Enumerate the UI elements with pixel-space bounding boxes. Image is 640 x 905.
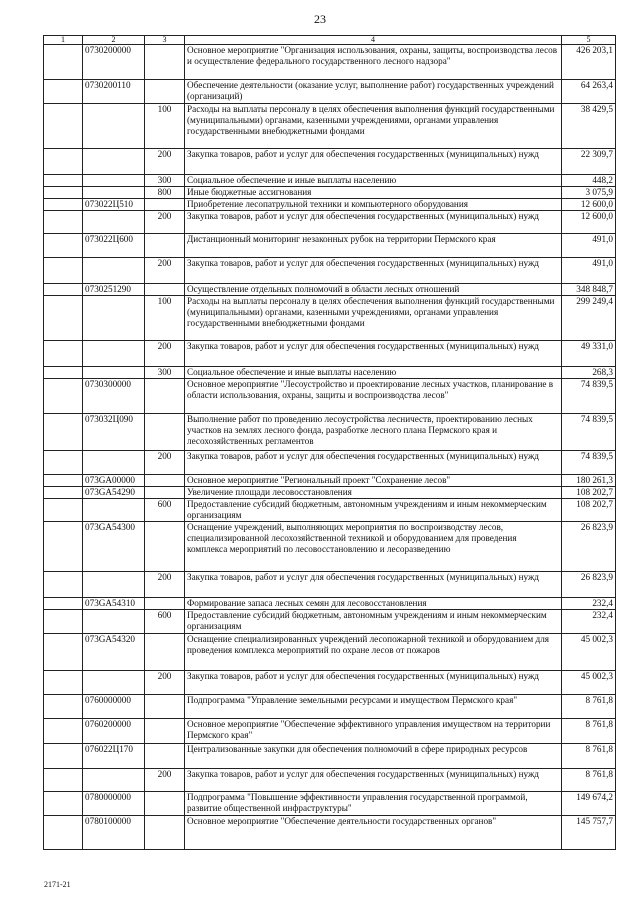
row-expense-type [145, 634, 185, 671]
table-row [44, 816, 616, 850]
row-code [83, 671, 145, 695]
row-expense-type [145, 475, 185, 487]
row-expense-type: 100 [145, 296, 185, 341]
empty-cell [44, 296, 83, 341]
row-amount: 180 261,3 [562, 475, 616, 487]
empty-cell [44, 149, 83, 175]
row-code: 0760200000 [83, 719, 145, 744]
empty-cell [44, 175, 83, 187]
row-expense-type: 600 [145, 610, 185, 634]
row-description: Социальное обеспечение и иные выплаты населению [185, 175, 562, 187]
row-description: Закупка товаров, работ и услуг для обеспечения государственных (муниципальных) нужд [185, 451, 562, 475]
row-code [83, 341, 145, 367]
row-code: 073GA54320 [83, 634, 145, 671]
row-description: Закупка товаров, работ и услуг для обеспечения государственных (муниципальных) нужд [185, 258, 562, 284]
row-code [83, 211, 145, 234]
empty-cell [44, 610, 83, 634]
row-code: 076022Ц170 [83, 744, 145, 769]
row-expense-type [145, 816, 185, 850]
table-row [44, 199, 616, 211]
row-description: Централизованные закупки для обеспечения полномочий в сфере природных ресурсов [185, 744, 562, 769]
empty-cell [44, 451, 83, 475]
table-row [44, 719, 616, 744]
table-row [44, 634, 616, 671]
table-row [44, 45, 616, 80]
empty-cell [44, 769, 83, 792]
row-description: Закупка товаров, работ и услуг для обеспечения государственных (муниципальных) нужд [185, 211, 562, 234]
row-amount: 12 600,0 [562, 211, 616, 234]
row-amount: 22 309,7 [562, 149, 616, 175]
row-description: Подпрограмма "Управление земельными ресурсами и имуществом Пермского края" [185, 695, 562, 719]
table-row [44, 792, 616, 816]
row-amount: 149 674,2 [562, 792, 616, 816]
row-code: 0730200000 [83, 45, 145, 80]
empty-cell [44, 487, 83, 499]
header-col-2: 2 [83, 36, 145, 45]
row-amount: 49 331,0 [562, 341, 616, 367]
table-row [44, 487, 616, 499]
row-description: Подпрограмма "Повышение эффективности управления государственной программой, развитие общественной инфраструктуры" [185, 792, 562, 816]
row-amount: 491,0 [562, 258, 616, 284]
row-description: Предоставление субсидий бюджетным, автономным учреждениям и иным некоммерческим организациям [185, 499, 562, 522]
row-amount: 3 075,9 [562, 187, 616, 199]
row-description: Закупка товаров, работ и услуг для обеспечения государственных (муниципальных) нужд [185, 341, 562, 367]
row-description: Обеспечение деятельности (оказание услуг, выполнение работ) государственных учреждений (организаций) [185, 80, 562, 104]
empty-cell [44, 284, 83, 296]
row-code: 0780000000 [83, 792, 145, 816]
row-amount: 8 761,8 [562, 769, 616, 792]
row-code [83, 572, 145, 598]
empty-cell [44, 816, 83, 850]
row-expense-type: 200 [145, 258, 185, 284]
row-expense-type [145, 80, 185, 104]
row-amount: 426 203,1 [562, 45, 616, 80]
table-row [44, 149, 616, 175]
row-code [83, 149, 145, 175]
row-amount: 74 839,5 [562, 451, 616, 475]
empty-cell [44, 499, 83, 522]
empty-cell [44, 634, 83, 671]
page-number: 23 [314, 12, 326, 26]
row-amount: 232,4 [562, 610, 616, 634]
empty-cell [44, 414, 83, 451]
row-expense-type [145, 719, 185, 744]
row-code: 0730251290 [83, 284, 145, 296]
table-row [44, 769, 616, 792]
row-expense-type: 200 [145, 211, 185, 234]
row-description: Иные бюджетные ассигнования [185, 187, 562, 199]
row-expense-type: 200 [145, 149, 185, 175]
row-expense-type [145, 199, 185, 211]
row-description: Основное мероприятие "Лесоустройство и проектирование лесных участков, планирование в области использования, охраны, защиты и воспроизводства лесов" [185, 379, 562, 414]
empty-cell [44, 522, 83, 572]
row-code: 073032Ц090 [83, 414, 145, 451]
table-row [44, 80, 616, 104]
row-description: Основное мероприятие "Обеспечение эффективного управления имуществом на территории Пермского края" [185, 719, 562, 744]
row-description: Предоставление субсидий бюджетным, автономным учреждениям и иным некоммерческим организациям [185, 610, 562, 634]
empty-cell [44, 104, 83, 149]
table-row [44, 572, 616, 598]
table-row [44, 671, 616, 695]
table-row [44, 414, 616, 451]
row-description: Социальное обеспечение и иные выплаты населению [185, 367, 562, 379]
row-expense-type: 200 [145, 451, 185, 475]
row-description: Закупка товаров, работ и услуг для обеспечения государственных (муниципальных) нужд [185, 671, 562, 695]
empty-cell [44, 187, 83, 199]
row-code [83, 296, 145, 341]
row-amount: 26 823,9 [562, 522, 616, 572]
table-row [44, 175, 616, 187]
row-description: Осуществление отдельных полномочий в области лесных отношений [185, 284, 562, 296]
row-expense-type: 300 [145, 175, 185, 187]
table-row [44, 598, 616, 610]
row-code: 0780100000 [83, 816, 145, 850]
row-expense-type: 600 [145, 499, 185, 522]
row-code [83, 610, 145, 634]
table-row [44, 258, 616, 284]
row-description: Основное мероприятие "Обеспечение деятельности государственных органов" [185, 816, 562, 850]
empty-cell [44, 598, 83, 610]
table-row [44, 744, 616, 769]
row-code [83, 451, 145, 475]
row-amount: 232,4 [562, 598, 616, 610]
row-description: Приобретение лесопатрульной техники и компьютерного оборудования [185, 199, 562, 211]
row-description: Увеличение площади лесовосстановления [185, 487, 562, 499]
footer-document-code: 2171-21 [44, 880, 71, 889]
row-description: Основное мероприятие "Организация использования, охраны, защиты, воспроизводства лесов и осуществление федерального государственного лесного надзора" [185, 45, 562, 80]
row-description: Закупка товаров, работ и услуг для обеспечения государственных (муниципальных) нужд [185, 572, 562, 598]
row-expense-type [145, 695, 185, 719]
row-description: Дистанционный мониторинг незаконных рубок на территории Пермского края [185, 234, 562, 258]
row-description: Закупка товаров, работ и услуг для обеспечения государственных (муниципальных) нужд [185, 769, 562, 792]
budget-table-body [44, 45, 616, 850]
row-amount: 448,2 [562, 175, 616, 187]
row-expense-type [145, 744, 185, 769]
header-col-1: 1 [44, 36, 83, 45]
row-amount: 38 429,5 [562, 104, 616, 149]
row-expense-type [145, 792, 185, 816]
table-row [44, 451, 616, 475]
row-code: 073GA54290 [83, 487, 145, 499]
row-expense-type [145, 414, 185, 451]
row-amount: 348 848,7 [562, 284, 616, 296]
row-amount: 8 761,8 [562, 695, 616, 719]
table-header-row [44, 36, 616, 45]
row-description: Оснащение специализированных учреждений лесопожарной техникой и оборудованием для проведения комплекса мероприятий по охране лесов от пожаров [185, 634, 562, 671]
table-row [44, 234, 616, 258]
empty-cell [44, 379, 83, 414]
table-row [44, 211, 616, 234]
row-amount: 145 757,7 [562, 816, 616, 850]
empty-cell [44, 744, 83, 769]
budget-table [43, 35, 616, 850]
table-row [44, 522, 616, 572]
row-code: 0760000000 [83, 695, 145, 719]
row-expense-type [145, 234, 185, 258]
row-amount: 268,3 [562, 367, 616, 379]
row-expense-type: 800 [145, 187, 185, 199]
row-amount: 64 263,4 [562, 80, 616, 104]
row-code: 073GA54310 [83, 598, 145, 610]
row-amount: 26 823,9 [562, 572, 616, 598]
row-description: Выполнение работ по проведению лесоустройства лесничеств, проектированию лесных участков на землях лесного фонда, разработке лесного плана Пермского края и лесохозяйственных регламентов [185, 414, 562, 451]
row-expense-type: 200 [145, 572, 185, 598]
row-amount: 12 600,0 [562, 199, 616, 211]
row-code: 073GA00000 [83, 475, 145, 487]
row-code: 073022Ц510 [83, 199, 145, 211]
empty-cell [44, 671, 83, 695]
row-amount: 299 249,4 [562, 296, 616, 341]
table-row [44, 296, 616, 341]
row-code: 073022Ц600 [83, 234, 145, 258]
empty-cell [44, 199, 83, 211]
header-col-3: 3 [145, 36, 185, 45]
row-code [83, 258, 145, 284]
table-row [44, 104, 616, 149]
row-expense-type [145, 45, 185, 80]
row-expense-type [145, 379, 185, 414]
table-row [44, 610, 616, 634]
table-row [44, 475, 616, 487]
row-code [83, 367, 145, 379]
row-code [83, 499, 145, 522]
row-code: 073GA54300 [83, 522, 145, 572]
empty-cell [44, 234, 83, 258]
empty-cell [44, 792, 83, 816]
row-description: Расходы на выплаты персоналу в целях обеспечения выполнения функций государственными (муниципальными) органами, казенными учреждениями, органами управления государственными внебюджетными фондами [185, 104, 562, 149]
empty-cell [44, 80, 83, 104]
table-row [44, 499, 616, 522]
row-description: Оснащение учреждений, выполняющих мероприятия по воспроизводству лесов, специализированной лесохозяйственной техникой и оборудованием для проведения комплекса мероприятий по лесовосстановлению и лесоразведению [185, 522, 562, 572]
row-code: 0730200110 [83, 80, 145, 104]
row-expense-type [145, 284, 185, 296]
row-amount: 8 761,8 [562, 744, 616, 769]
row-expense-type: 300 [145, 367, 185, 379]
row-expense-type: 200 [145, 671, 185, 695]
table-row [44, 379, 616, 414]
empty-cell [44, 211, 83, 234]
row-description: Расходы на выплаты персоналу в целях обеспечения выполнения функций государственными (муниципальными) органами, казенными учреждениями, органами управления государственными внебюджетными фондами [185, 296, 562, 341]
row-expense-type [145, 487, 185, 499]
row-amount: 74 839,5 [562, 379, 616, 414]
empty-cell [44, 572, 83, 598]
row-code [83, 769, 145, 792]
row-amount: 74 839,5 [562, 414, 616, 451]
row-expense-type: 100 [145, 104, 185, 149]
row-expense-type [145, 598, 185, 610]
row-amount: 491,0 [562, 234, 616, 258]
row-amount: 108 202,7 [562, 487, 616, 499]
header-col-4: 4 [185, 36, 562, 45]
header-col-5: 5 [562, 36, 616, 45]
row-expense-type: 200 [145, 769, 185, 792]
empty-cell [44, 719, 83, 744]
empty-cell [44, 475, 83, 487]
row-description: Закупка товаров, работ и услуг для обеспечения государственных (муниципальных) нужд [185, 149, 562, 175]
empty-cell [44, 695, 83, 719]
empty-cell [44, 258, 83, 284]
row-amount: 108 202,7 [562, 499, 616, 522]
row-expense-type [145, 522, 185, 572]
row-expense-type: 200 [145, 341, 185, 367]
table-row [44, 367, 616, 379]
row-code [83, 104, 145, 149]
table-row [44, 187, 616, 199]
empty-cell [44, 341, 83, 367]
row-amount: 8 761,8 [562, 719, 616, 744]
row-amount: 45 002,3 [562, 671, 616, 695]
empty-cell [44, 367, 83, 379]
empty-cell [44, 45, 83, 80]
row-amount: 45 002,3 [562, 634, 616, 671]
row-code [83, 175, 145, 187]
row-code: 0730300000 [83, 379, 145, 414]
table-row [44, 284, 616, 296]
table-row [44, 341, 616, 367]
row-description: Основное мероприятие "Региональный проект "Сохранение лесов" [185, 475, 562, 487]
row-description: Формирование запаса лесных семян для лесовосстановления [185, 598, 562, 610]
row-code [83, 187, 145, 199]
table-row [44, 695, 616, 719]
